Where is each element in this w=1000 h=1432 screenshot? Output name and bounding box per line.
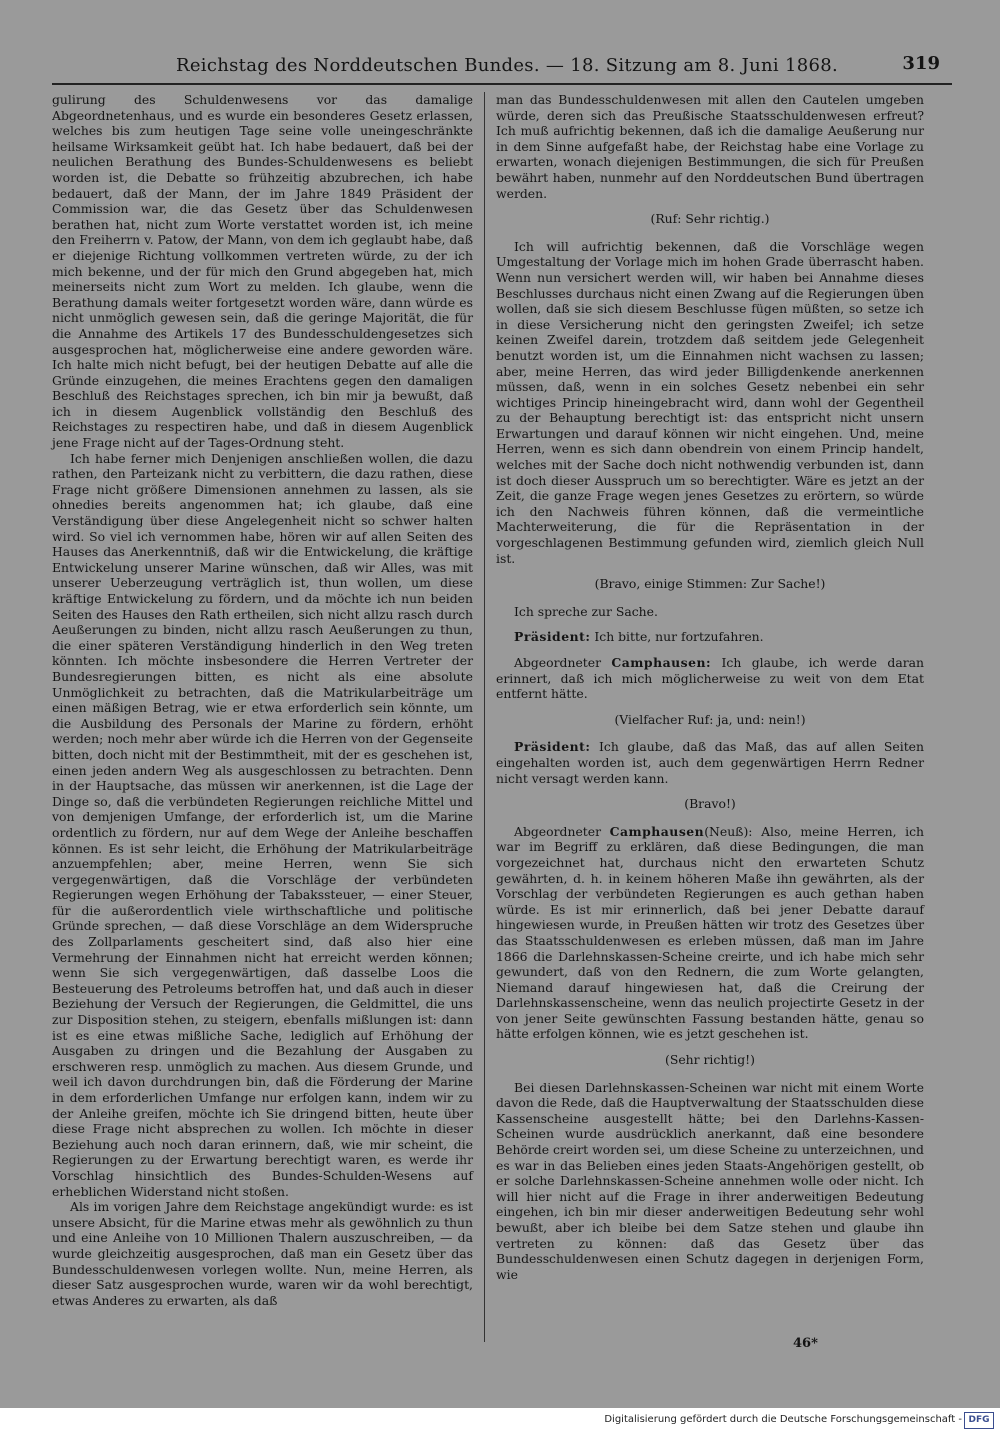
- running-header: [30, 53, 940, 83]
- speaker-prefix: Abgeordneter: [514, 823, 610, 839]
- dfg-logo: DFG: [964, 1412, 994, 1429]
- interjection: (Ruf: Sehr richtig.): [650, 211, 770, 227]
- speaker-paragraph: [496, 739, 924, 786]
- speaker-prefix: Abgeordneter: [514, 655, 612, 670]
- body-paragraph: Bei diesen Darlehnskassen-Scheinen war nicht mit einem Worte davon die Rede, daß die Hauptverwaltung der Staatsschulden diese Kassenscheine ausgestellt hätte; bei den Darlehns-Kassen-Scheinen wurde ausdrücklich anerkannt, daß eine besondere Behörde creirt worden sei, um diese Scheine zu unterzeichnen, und es war in das Belieben eines jeden Staats-Angehörigen gestellt, ob er solche Darlehnskassen-Scheine annehmen wolle oder nicht. Ich will hier nicht auf die Frage in ihrer anderweitigen Bedeutung eingehen, ich bin mir dieser anderweitigen Bedeutung sehr wohl bewußt, aber ich bleibe bei dem Satze stehen und glaube ihn vertreten zu können: daß das Gesetz über das Bundesschuldenwesen einen Schutz dagegen in derjenigen Form, wie: [496, 1079, 924, 1282]
- body-paragraph: man das Bundesschuldenwesen mit allen den Cautelen umgeben würde, deren sich das Preußische Staatsschuldenwesen erfreut? Ich muß aufrichtig bekennen, daß ich die damalige Aeußerung nur in dem Sinne aufgefaßt habe, der Reichstag habe eine Vorlage zu erwarten, wonach diejenigen Bestimmungen, die sich für Preußen bewährt haben, nunmehr auf den Norddeutschen Bund übertragen werden.: [496, 92, 924, 201]
- speaker-paragraph: [496, 629, 924, 645]
- body-paragraph: Als im vorigen Jahre dem Reichstage angekündigt wurde: es ist unsere Absicht, für die Marine etwas mehr als gewöhnlich zu thun und eine Anleihe von 10 Millionen Thalern auszuschreiben, — da wurde gleichzeitig ausgesprochen, daß man ein Gesetz über das Bundesschuldenwesen vorlegen wollte. Nun, meine Herren, als dieser Satz ausgesprochen wurde, waren wir da wohl berechtigt, etwas Anderes zu erwarten, als daß: [52, 1199, 473, 1308]
- body-paragraph: gulirung des Schuldenwesens vor das damalige Abgeordnetenhaus, und es wurde ein besonderes Gesetz erlassen, welches bis zum heutigen Tage seine volle uneingeschränkte heilsame Wirksamkeit geübt hat. Ich habe bedauert, daß bei der neulichen Berathung des Bundes-Schuldenwesens es beliebt worden ist, die Debatte so frühzeitig abzubrechen, ich habe bedauert, daß der Mann, der im Jahre 1849 Präsident der Commission war, die das Gesetz über das Schuldenwesen berathen hat, nicht zum Worte verstattet worden ist, ich meine den Freiherrn v. Patow, der Mann, von dem ich geglaubt habe, daß er diejenige Richtung vollkommen vertreten würde, zu der ich mich bekenne, und der für mich den Grund abgegeben hat, mich meinerseits nicht zum Wort zu melden. Ich glaube, wenn die Berathung damals weiter fortgesetzt worden wäre, dann würde es nicht unmöglich gewesen sein, daß die geringe Majorität, die für die Annahme des Artikels 17 des Bundesschuldengesetzes sich ausgesprochen hat, möglicherweise eine andere geworden wäre. Ich halte mich nicht befugt, bei der heutigen Debatte auf alle die Gründe einzugehen, die meines Erachtens gegen den damaligen Beschluß des Reichstages sprechen, ich bin mir ja bewußt, daß ich in diesem Augenblick vollständig den Beschluß des Reichstages zu respectiren habe, und daß in diesem Augenblick jene Frage nicht auf der Tages-Ordnung steht.: [52, 92, 473, 451]
- speaker-name: Camphausen:: [611, 655, 712, 670]
- header-title: Reichstag des Norddeutschen Bundes. — 18. Sitzung am 8. Juni 1868.: [176, 55, 839, 76]
- header-rule: [52, 83, 952, 85]
- speaker-paragraph: [496, 655, 924, 702]
- speaker-paragraph: [496, 824, 924, 1042]
- sheet-signature: 46*: [793, 1336, 818, 1351]
- digitization-footer: [0, 1408, 1000, 1432]
- interjection: (Bravo, einige Stimmen: Zur Sache!): [594, 576, 826, 592]
- speaker-name: Präsident:: [514, 739, 591, 755]
- speech-text: Ich glaube, daß das Maß, das auf allen Seiten eingehalten worden ist, auch dem gegenwärtigen Herrn Redner nicht versagt werden kann.: [496, 739, 924, 786]
- column-divider: [484, 92, 485, 1342]
- page-number: 319: [902, 53, 940, 74]
- body-paragraph: Ich will aufrichtig bekennen, daß die Vorschläge wegen Umgestaltung der Vorlage mich im hohen Grade überrascht haben. Wenn nun versichert werden will, wir haben bei Annahme dieses Beschlusses durchaus nicht einen Zwang auf die Regierungen üben wollen, daß sie sich diesem Beschlusse fügen müßten, so setze ich in diese Versicherung nicht den geringsten Zweifel; ich setze keinen Zweifel darein, trotzdem daß seitdem jede Gelegenheit benutzt worden ist, um die Einnahmen nicht wachsen zu lassen; aber, meine Herren, das wird jeder Billigdenkende anerkennen müssen, daß, wenn in ein solches Gesetz nebenbei ein sehr wichtiges Princip hineingebracht wird, dann wohl der Gegentheil zu der Behauptung berechtigt ist: das entspricht nicht unsern Erwartungen und darauf können wir nicht eingehen. Und, meine Herren, wenn es sich dann obendrein von einem Princip handelt, welches mit der Sache doch nicht nothwendig verbunden ist, dann ist doch dieser Ausspruch um so berechtigter. Wäre es jetzt an der Zeit, die ganze Frage wegen jenes Gesetzes zu erörtern, so würde ich den Nachweis führen können, daß die vermeintliche Machterweiterung, die für die Repräsentation in der vorgeschlagenen Bestimmung gefunden wird, ziemlich gleich Null ist.: [496, 238, 924, 566]
- speech-text: Ich bitte, nur fortzufahren.: [590, 629, 764, 645]
- interjection: (Vielfacher Ruf: ja, und: nein!): [614, 711, 806, 727]
- speaker-suffix: (Neuß):: [704, 823, 753, 839]
- interjection: (Bravo!): [684, 796, 736, 812]
- funding-credit: Digitalisierung gefördert durch die Deutsche Forschungsgemeinschaft -: [604, 1414, 962, 1425]
- body-paragraph: Ich habe ferner mich Denjenigen anschließen wollen, die dazu rathen, den Parteizank nicht zu verbittern, die dazu rathen, diese Frage nicht größere Dimensionen annehmen zu lassen, als sie ohnedies bereits angenommen hat; ich glaube, daß eine Verständigung über diese Angelegenheit nicht so schwer halten wird. So viel ich vernommen habe, hören wir auf allen Seiten des Hauses das Anerkenntniß, daß wir die Entwickelung, die kräftige Entwickelung unserer Marine wünschen, daß wir Alles, was mit unserer Ueberzeugung verträglich ist, thun wollen, um diese kräftige Entwickelung zu fördern, und da möchte ich nun beiden Seiten des Hauses den Rath ertheilen, sich nicht allzu rasch durch Aeußerungen zu binden, nicht allzu rasch Aeußerungen zu thun, die einer späteren Verständigung hinderlich in den Weg treten könnten. Ich möchte insbesondere die Herren Vertreter der Bundesregierungen bitten, es nicht als eine absolute Unmöglichkeit zu betrachten, daß die Matrikularbeiträge um einen mäßigen Betrag, wie er etwa erforderlich sein könnte, um die Ausbildung des Personals der Marine zu fördern, erhöht werden; noch mehr aber würde ich die Herren von der Gegenseite bitten, doch nicht mit der Bestimmtheit, mit der es geschehen ist, einen jeden andern Weg als ausgeschlossen zu betrachten. Denn in der Hauptsache, das müssen wir anerkennen, ist die Lage der Dinge so, daß die verbündeten Regierungen reichliche Mittel und von demjenigen Umfange, der erforderlich ist, um die Marine ordentlich zu fördern, nur auf dem Wege der Anleihe beschaffen können. Es ist sehr leicht, die Erhöhung der Matrikularbeiträge anzuempfehlen; aber, meine Herren, wenn Sie sich vergegenwärtigen, daß die Vorschläge der verbündeten Regierungen wegen Erhöhung der Tabakssteuer, — einer Steuer, für die außerordentlich viele wirthschaftliche und politische Gründe sprechen, — daß diese Vorschläge an dem Widerspruche des Zollparlaments gescheitert sind, daß also hier eine Vermehrung der Einnahmen nicht hat erreicht werden können; wenn Sie sich vergegenwärtigen, daß dasselbe Loos die Besteuerung des Petroleums betroffen hat, und daß auch in dieser Beziehung der Versuch der Regierungen, die Geldmittel, die uns zur Disposition stehen, zu steigern, ebenfalls mißlungen ist: dann ist es eine etwas mißliche Sache, lediglich auf Erhöhung der Ausgaben zu dringen und die Bezahlung der Ausgaben zu erschweren resp. unmöglich zu machen. Aus diesem Grunde, und weil ich davon durchdrungen bin, daß die Förderung der Marine in dem erforderlichen Umfange nur erfolgen kann, indem wir zu der Anleihe greifen, möchte ich Sie dringend bitten, heute über diese Frage nicht absprechen zu wollen. Ich möchte in dieser Beziehung auch noch daran erinnern, daß, wie mir scheint, die Regierungen zu der Erwartung berechtigt waren, es werde ihr Vorschlag hinsichtlich des Bundes-Schulden-Wesens auf erheblichen Widerstand nicht stoßen.: [52, 450, 473, 1199]
- body-paragraph: Ich spreche zur Sache.: [514, 603, 658, 619]
- speech-text: Also, meine Herren, ich war im Begriff zu erklären, daß diese Bedingungen, die man vorgezeichnet hat, durchaus nicht den erwarteten Schutz gewährten, d. h. in keinem höheren Maße ihn gewährten, als der Vorschlag der verbündeten Regierungen es auch gethan haben würde. Es ist mir erinnerlich, daß bei jener Debatte darauf hingewiesen wurde, in Preußen hätten wir trotz des Gesetzes über das Staatsschuldenwesen es erleben müssen, daß man im Jahre 1866 die Darlehnskassen-Scheine creirte, und ich habe mich sehr gewundert, daß von den Rednern, die zum Worte gelangten, Niemand darauf hingewiesen hat, daß die Creirung der Darlehnskassenscheine, wenn das neulich projectirte Gesetz in der von jener Seite gewünschten Fassung bestanden hätte, genau so hätte erfolgen können, wie es jetzt geschehen ist.: [496, 823, 924, 1042]
- interjection: (Sehr richtig!): [665, 1052, 755, 1068]
- speech-text: Ich glaube, ich werde daran erinnert, daß ich mich möglicherweise zu weit von dem Etat entfernt hätte.: [496, 655, 924, 702]
- speaker-name: Präsident:: [514, 629, 591, 645]
- left-column: [52, 92, 473, 1342]
- right-column: [496, 92, 924, 1282]
- speaker-name: Camphausen: [609, 823, 705, 839]
